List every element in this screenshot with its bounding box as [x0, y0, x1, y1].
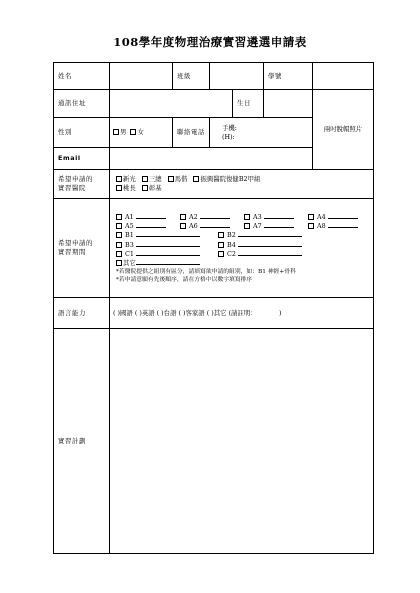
period-other-label: 其它 [123, 259, 136, 268]
period-option: B3 [125, 240, 134, 249]
period-option: A8 [317, 222, 326, 231]
period-checkbox[interactable] [218, 232, 224, 238]
male-checkbox[interactable] [113, 129, 119, 135]
student-id-label: 學號 [264, 63, 313, 90]
period-checkbox[interactable] [116, 232, 122, 238]
photo-box[interactable]: 兩吋脫帽照片 [313, 90, 374, 170]
hospital-checkbox[interactable] [116, 185, 122, 191]
period-label [54, 199, 110, 298]
period-checkbox[interactable] [308, 223, 314, 229]
class-label: 班級 [173, 63, 210, 90]
period-note-1: *若醫院提供之組別有區分，請填寫欲申請的組別，如：B1 神經+骨科 [116, 268, 296, 275]
student-id-field[interactable] [313, 63, 374, 90]
hospital-label-line1: 希望申請的 [58, 175, 93, 184]
period-options [110, 199, 374, 298]
period-checkbox[interactable] [308, 214, 314, 220]
period-option: B2 [227, 231, 236, 240]
plan-label: 實習計劃 [54, 329, 110, 554]
period-note-2: *若申請意願有先後順序，請在方格中以數字填寫排序 [116, 276, 253, 283]
hospital-checkbox[interactable] [193, 176, 199, 182]
phone-label: 聯絡電話 [173, 118, 210, 148]
hospital-options [110, 170, 374, 199]
period-option: A6 [189, 222, 198, 231]
phone-field[interactable] [210, 118, 313, 148]
hospital-option: 彰基 [148, 184, 162, 192]
period-checkbox[interactable] [116, 242, 122, 248]
male-label: 男 [120, 128, 127, 137]
gender-label: 性別 [54, 118, 110, 148]
name-field[interactable] [110, 63, 173, 90]
period-option: A2 [189, 212, 198, 221]
period-option: B4 [227, 240, 236, 249]
hospital-option: 振興醫院復健B2甲組 [200, 175, 261, 184]
period-label-line2: 實習期間 [58, 248, 86, 256]
birthday-label: 生日 [233, 90, 264, 118]
period-option: C1 [125, 250, 135, 259]
period-other-checkbox[interactable] [116, 260, 122, 266]
language-options[interactable]: ( )國語 ( )英語 ( )台語 ( )客家語 ( )其它 (請註明： ) [110, 298, 374, 329]
period-checkbox[interactable] [116, 223, 122, 229]
hospital-option: 馬偕 [174, 175, 188, 184]
hospital-checkbox[interactable] [116, 176, 122, 182]
address-label: 通訊住址 [54, 90, 110, 118]
language-label: 語言能力 [54, 298, 110, 329]
hospital-label-line2: 實習醫院 [58, 184, 86, 192]
period-option: A7 [253, 222, 262, 231]
hospital-label [54, 170, 110, 199]
hospital-option: 三總 [148, 175, 162, 184]
name-label: 姓名 [54, 63, 110, 90]
female-checkbox[interactable] [130, 129, 136, 135]
period-checkbox[interactable] [218, 251, 224, 257]
female-label: 女 [137, 128, 144, 137]
gender-options [110, 118, 173, 148]
home-phone-label: (H): [222, 132, 235, 141]
period-checkbox[interactable] [244, 214, 250, 220]
birthday-field[interactable] [264, 90, 313, 118]
email-field[interactable] [110, 148, 313, 170]
period-checkbox[interactable] [218, 242, 224, 248]
hospital-option: 桃長 [123, 184, 136, 192]
period-checkbox[interactable] [116, 251, 122, 257]
period-option: A4 [317, 212, 326, 221]
period-option: A1 [125, 212, 134, 221]
period-option: B1 [125, 231, 134, 240]
period-checkbox[interactable] [180, 223, 186, 229]
period-option: A5 [125, 222, 134, 231]
hospital-checkbox[interactable] [142, 176, 148, 182]
form-title: 108學年度物理治療實習遴選申請表 [113, 35, 307, 49]
period-label-line1: 希望申請的 [58, 239, 93, 248]
period-option: A3 [253, 212, 262, 221]
class-field[interactable] [210, 63, 264, 90]
hospital-checkbox[interactable] [142, 185, 148, 191]
application-form-table [53, 62, 374, 554]
plan-field[interactable] [110, 329, 374, 554]
period-checkbox[interactable] [116, 214, 122, 220]
period-checkbox[interactable] [180, 214, 186, 220]
period-option: C2 [227, 250, 237, 259]
email-label: Email [54, 148, 110, 170]
period-checkbox[interactable] [244, 223, 250, 229]
address-field[interactable] [110, 90, 233, 118]
mobile-label: 手機: [222, 123, 237, 132]
hospital-option: 新光 [123, 175, 136, 184]
hospital-checkbox[interactable] [168, 176, 174, 182]
